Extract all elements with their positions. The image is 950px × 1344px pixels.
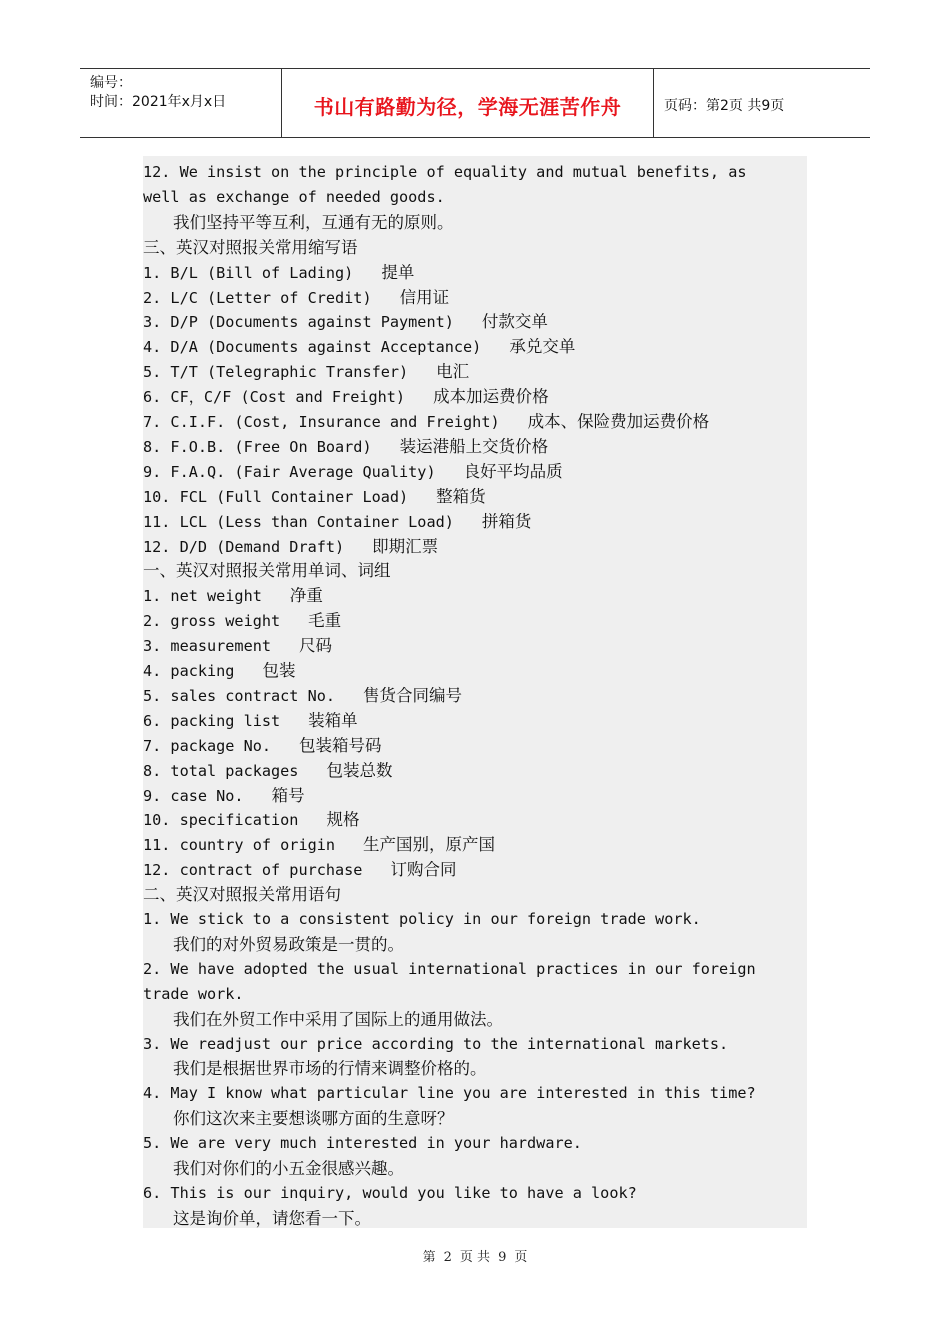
header-center-cell [282,69,654,137]
chinese-text: 良好平均品质 [463,461,563,481]
document-body [143,156,807,1228]
chinese-text: 三、英汉对照报关常用缩写语 [143,237,358,257]
text-line [143,1032,807,1057]
text-line [143,260,807,285]
text-line [173,1007,807,1032]
chinese-text: 生产国别，原产国 [363,835,496,855]
text-line [143,583,807,608]
english-text: 9. F.A.Q. (Fair Average Quality) [143,462,436,481]
chinese-text: 一、英汉对照报关常用单词、词组 [143,561,391,581]
chinese-text: 我们的对外贸易政策是一贯的。 [173,934,404,954]
text-line [143,1131,807,1156]
chinese-text: 我们对你们的小五金很感兴趣。 [173,1159,404,1178]
english-text: 12. We insist on the principle of equality and mutual benefits, as [143,163,747,181]
chinese-text: 售货合同编号 [363,685,463,705]
english-text: 10. FCL (Full Container Load) [143,487,409,506]
chinese-text: 二、英汉对照报关常用语句 [143,885,341,905]
english-text: 1. We stick to a consistent policy in our foreign trade work. [143,910,701,928]
text-line [143,334,807,359]
english-text: 8. total packages [143,761,299,780]
english-text: 11. country of origin [143,836,336,855]
header-page-label: 页码：第2页 共9页 [664,98,785,114]
english-text: 7. C.I.F. (Cost, Insurance and Freight) [143,413,500,431]
text-line [143,683,807,708]
chinese-text: 尺码 [299,636,333,656]
text-line [173,1056,807,1081]
chinese-text: 成本、保险费加运费价格 [527,412,710,431]
chinese-text: 拼箱货 [481,511,532,531]
text-line [143,558,807,583]
text-line [143,857,807,882]
text-line [143,982,807,1007]
chinese-text: 包装箱号码 [299,735,382,755]
text-line [143,384,807,409]
chinese-text: 即期汇票 [372,536,439,556]
english-text: 7. package No. [143,736,272,755]
english-text: 1. net weight [143,587,262,606]
text-line [143,907,807,932]
header-left-cell [80,69,282,137]
text-line [143,235,807,260]
chinese-text: 规格 [326,810,360,830]
chinese-text: 整箱货 [436,486,486,506]
english-text: 4. packing [143,662,235,680]
text-line [143,534,807,559]
chinese-text: 提单 [381,262,415,282]
english-text: 2. We have adopted the usual international practices in our foreign [143,959,756,978]
header-motto: 书山有路勤为径，学海无涯苦作舟 [313,95,622,119]
chinese-text: 这是询价单，请您看一下。 [173,1208,371,1228]
document-time-label: 时间：2021年x月x日 [90,94,227,110]
english-text: 5. T/T (Telegraphic Transfer) [143,363,409,382]
chinese-text: 你们这次来主要想谈哪方面的生意呀？ [173,1109,454,1129]
chinese-text: 我们坚持平等互利，互通有无的原则。 [173,212,454,232]
english-text: 6. This is our inquiry, would you like to have a look? [143,1183,637,1202]
english-text: 2. L/C (Letter of Credit) [143,288,372,307]
text-line [173,1106,807,1131]
chinese-text: 装箱单 [308,710,358,730]
chinese-text: 包装总数 [326,760,393,780]
text-line [143,160,807,185]
text-line [143,1081,807,1106]
text-line [173,1156,807,1181]
text-line [143,409,807,434]
text-line [143,783,807,808]
text-line [143,882,807,907]
english-text: well as exchange of needed goods. [143,187,445,206]
chinese-text: 箱号 [271,785,305,805]
text-line [173,210,807,235]
english-text: 8. F.O.B. (Free On Board) [143,437,372,456]
text-line [143,608,807,633]
english-text: 4. D/A (Documents against Acceptance) [143,338,482,357]
text-line [143,733,807,758]
english-text: 5. We are very much interested in your hardware. [143,1134,582,1153]
document-number-label: 编号： [90,75,132,91]
header-right-cell [654,69,870,137]
english-text: 9. case No. [143,786,244,805]
english-text: 10. specification [143,811,299,830]
footer-suffix: 页 [514,1250,528,1265]
document-header [80,68,870,138]
chinese-text: 净重 [289,586,323,606]
english-text: 12. contract of purchase [143,861,363,880]
english-text: 11. LCL (Less than Container Load) [143,512,454,531]
english-text: 5. sales contract No. [143,686,336,705]
text-line [143,633,807,658]
text-line [143,708,807,733]
english-text: 6. CF，C/F (Cost and Freight) [143,388,406,407]
text-line [143,832,807,857]
english-text: 1. B/L (Bill of Lading) [143,263,354,282]
text-line [143,1181,807,1206]
english-text: 4. May I know what particular line you are interested in this time? [143,1084,756,1103]
text-line [143,434,807,459]
english-text: 12. D/D (Demand Draft) [143,537,345,556]
footer-page-number: 2 [443,1250,452,1265]
text-line [143,509,807,534]
text-line [143,807,807,832]
text-line [143,957,807,982]
chinese-text: 装运港船上交货价格 [399,436,549,456]
footer-middle: 页 共 [459,1250,491,1265]
chinese-text: 毛重 [308,611,342,631]
chinese-text: 承兑交单 [509,337,576,357]
text-line [143,459,807,484]
english-text: 3. measurement [143,637,272,656]
text-line [143,484,807,509]
text-line [143,658,807,683]
footer-total-pages: 9 [498,1250,507,1265]
chinese-text: 成本加运费价格 [433,387,549,407]
text-line [143,359,807,384]
text-line [143,758,807,783]
text-line [173,1206,807,1231]
footer-prefix: 第 [422,1250,436,1265]
chinese-text: 信用证 [399,287,450,307]
text-line [143,185,807,210]
english-text: 3. We readjust our price according to the international markets. [143,1034,729,1053]
chinese-text: 我们在外贸工作中采用了国际上的通用做法。 [173,1009,503,1029]
english-text: trade work. [143,984,244,1003]
english-text: 2. gross weight [143,612,281,631]
chinese-text: 订购合同 [390,860,457,880]
chinese-text: 电汇 [436,362,470,382]
text-line [143,285,807,310]
english-text: 6. packing list [143,711,281,730]
text-line [173,932,807,957]
chinese-text: 包装 [262,661,296,680]
chinese-text: 付款交单 [481,312,548,332]
page-footer [0,1246,950,1265]
text-line [143,309,807,334]
english-text: 3. D/P (Documents against Payment) [143,313,454,332]
chinese-text: 我们是根据世界市场的行情来调整价格的。 [173,1059,487,1079]
